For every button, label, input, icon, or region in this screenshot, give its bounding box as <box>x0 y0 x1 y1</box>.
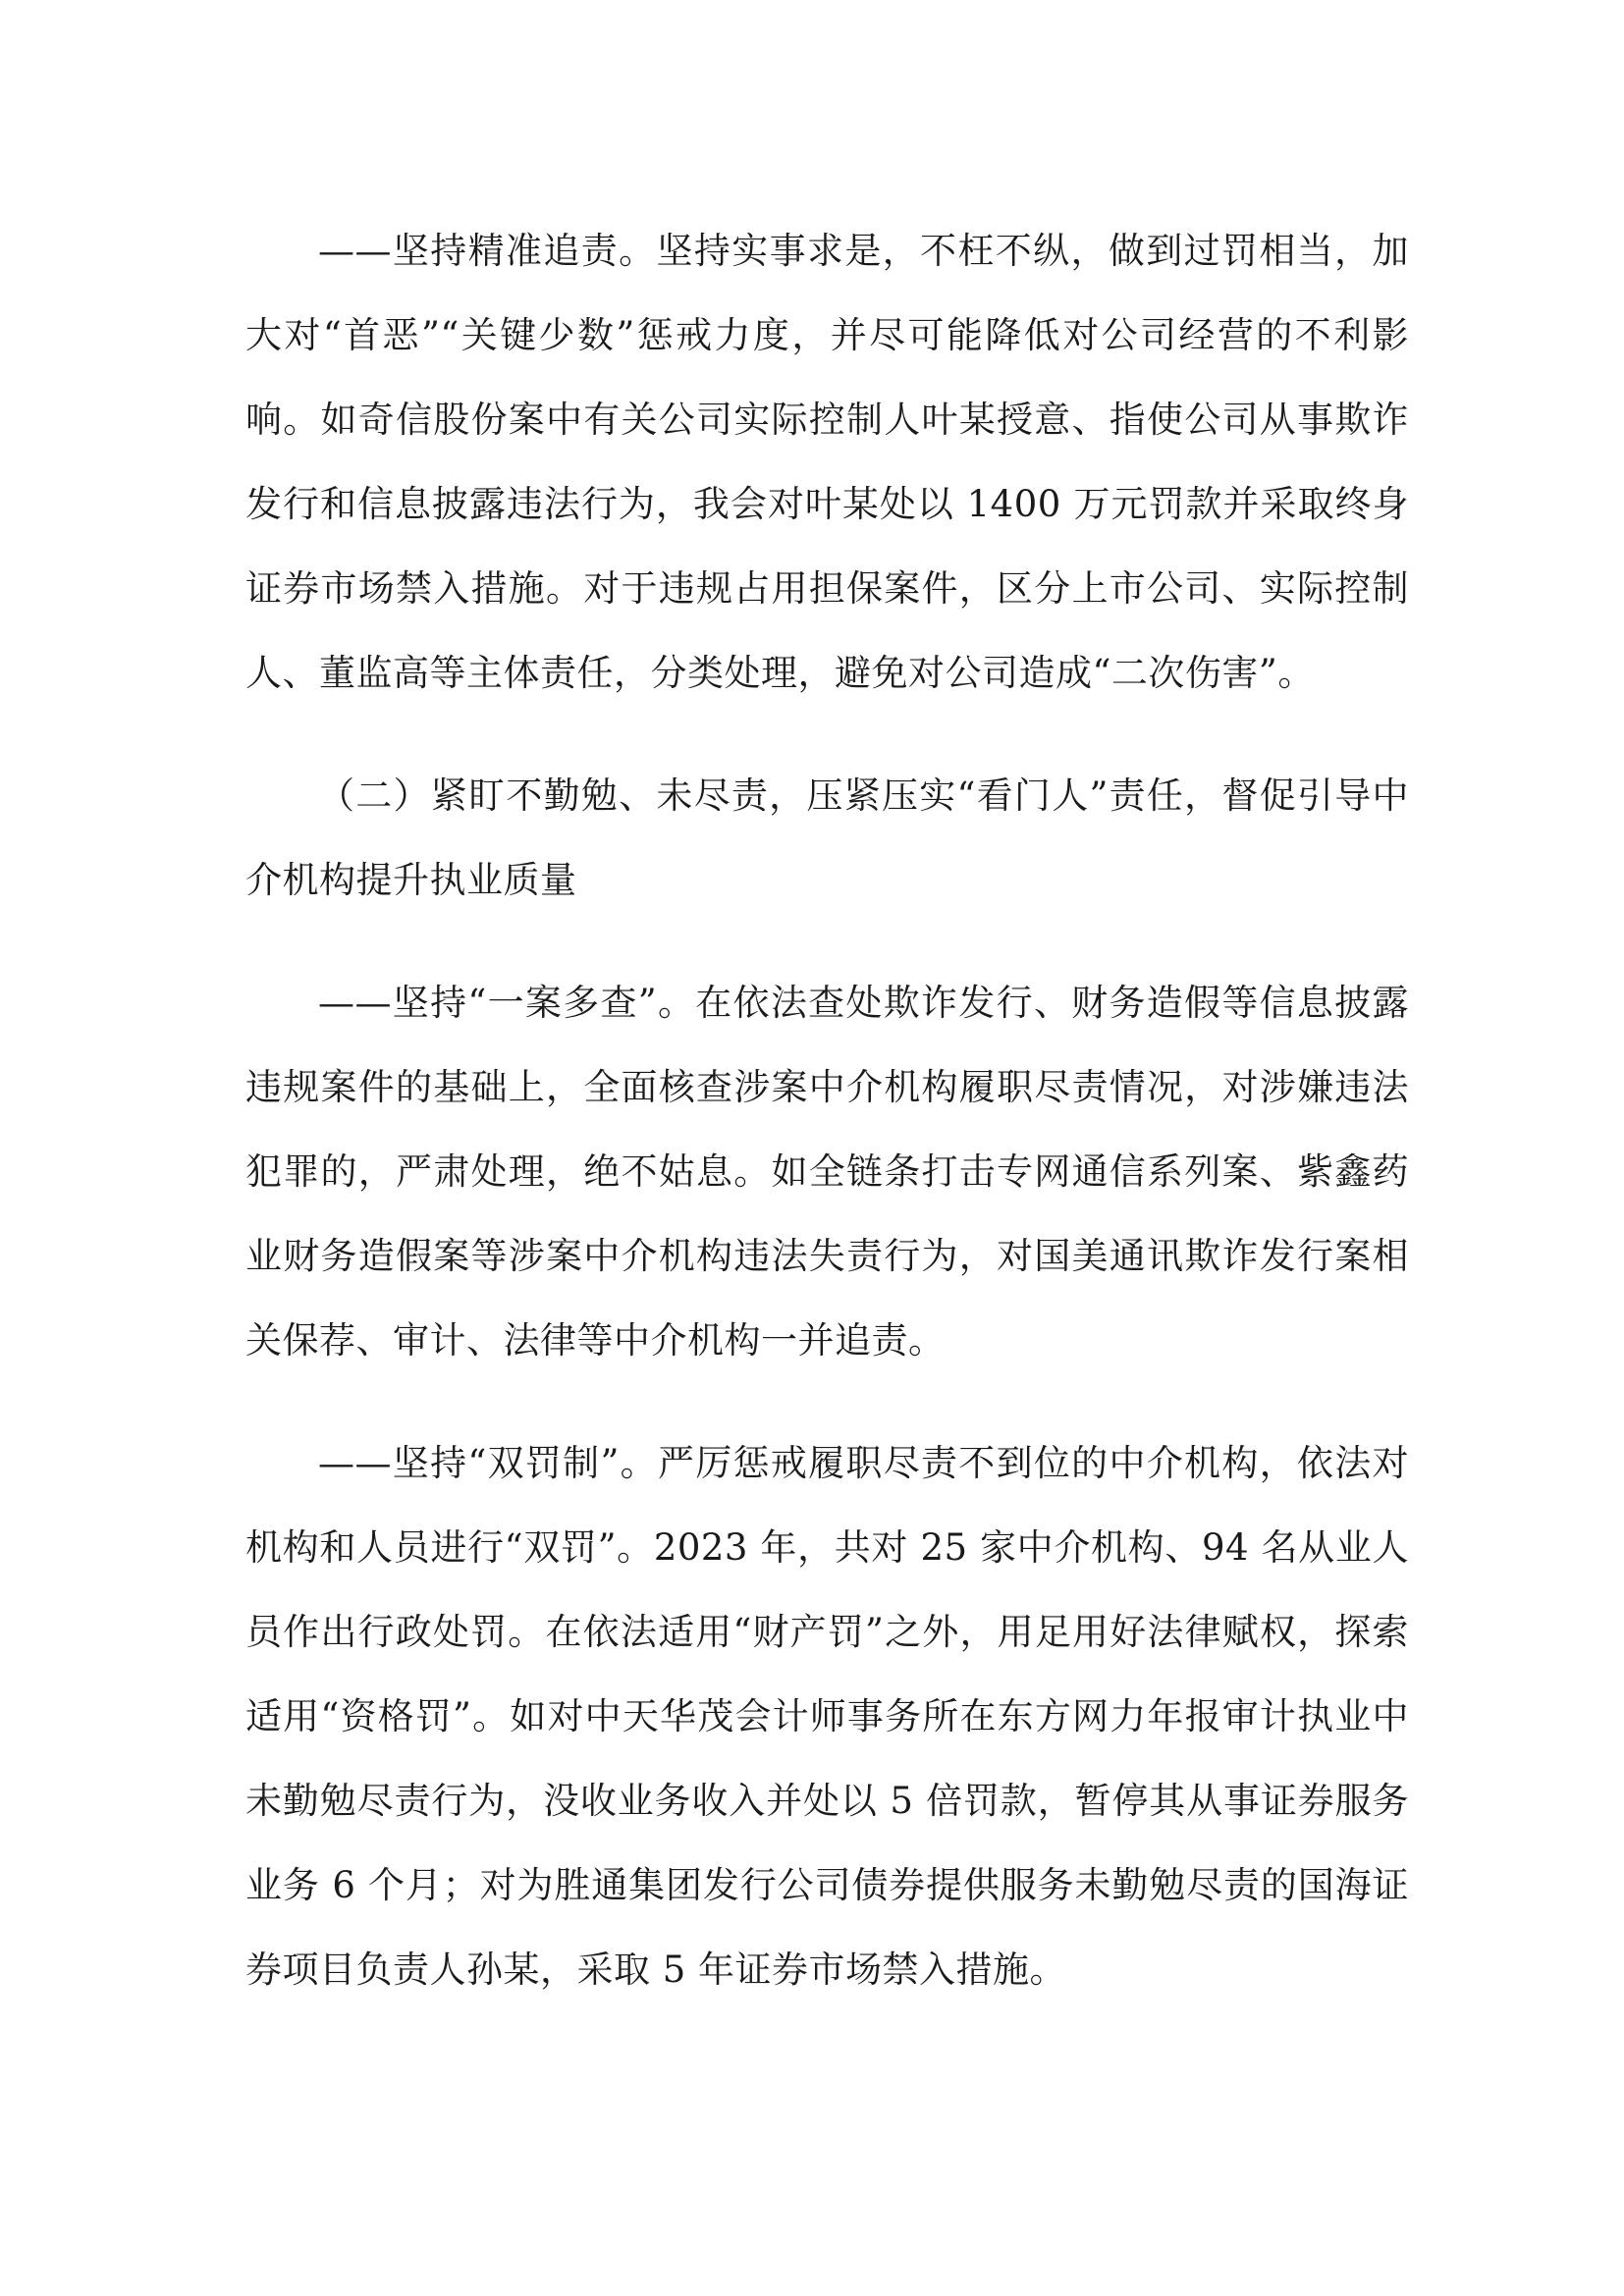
paragraph-one-case-multiple-checks: ——坚持“一案多查”。在依法查处欺诈发行、财务造假等信息披露违规案件的基础上，全面核查涉案中介机构履职尽责情况，对涉嫌违法犯罪的，严肃处理，绝不姑息。如全链条打击专网通信系列案、紫鑫药业财务造假案等涉案中介机构违法失责行为，对国美通讯欺诈发行案相关保荐、审计、法律等中介机构一并追责。 <box>245 982 1409 1362</box>
document-body <box>245 209 1409 2012</box>
paragraph-gap <box>245 923 1409 961</box>
paragraph-gap <box>245 1383 1409 1421</box>
paragraph-precise-accountability: ——坚持精准追责。坚持实事求是，不枉不纵，做到过罚相当，加大对“首恶”“关键少数”惩戒力度，并尽可能降低对公司经营的不利影响。如奇信股份案中有关公司实际控制人叶某授意、指使公司从事欺诈发行和信息披露违法行为，我会对叶某处以 1400 万元罚款并采取终身证券市场禁入措施。对于违规占用担保案件，区分上市公司、实际控制人、董监高等主体责任，分类处理，避免对公司造成“二次伤害”。 <box>245 230 1409 694</box>
paragraph-dual-penalty-system: ——坚持“双罚制”。严厉惩戒履职尽责不到位的中介机构，依法对机构和人员进行“双罚”。2023 年，共对 25 家中介机构、94 名从业人员作出行政处罚。在依法适用“财产罚”之外，用足用好法律赋权，探索适用“资格罚”。如对中天华茂会计师事务所在东方网力年报审计执业中未勤勉尽责行为，没收业务收入并处以 5 倍罚款，暂停其从事证券服务业务 6 个月；对为胜通集团发行公司债券提供服务未勤勉尽责的国海证券项目负责人孙某，采取 5 年证券市场禁入措施。 <box>245 1442 1409 1991</box>
paragraph-gap <box>245 716 1409 754</box>
section-heading-gatekeeper-responsibility: （二）紧盯不勤勉、未尽责，压紧压实“看门人”责任，督促引导中介机构提升执业质量 <box>245 774 1409 901</box>
